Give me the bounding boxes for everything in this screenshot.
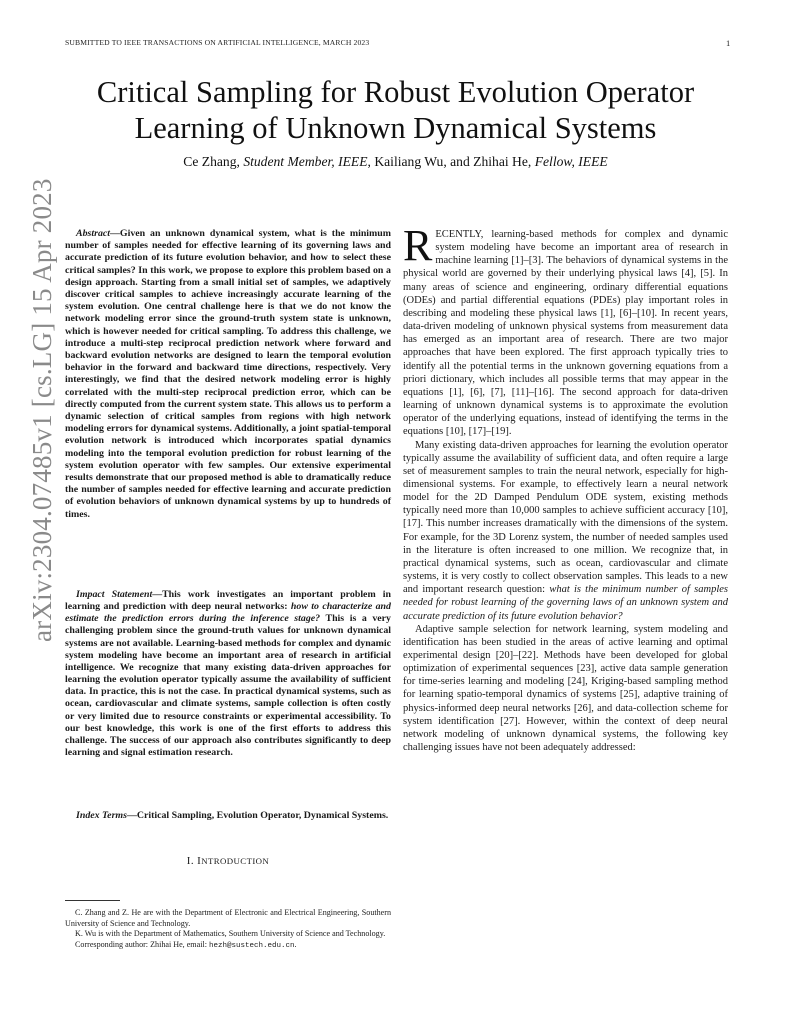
author-1-role: Student Member, IEEE xyxy=(243,154,368,169)
introduction-body xyxy=(403,221,728,754)
footnote-suffix: . xyxy=(294,939,297,949)
footnotes xyxy=(65,908,391,951)
intro-paragraph-3: Adaptive sample selection for network learning, system modeling and identification has been studied in the areas of active learning and optimal experimental design [20]–[22]. Methods have been developed for global optimization of experimental sequences [23], active data sample generation for time-series learning and modeling [24], Kriging-based sampling method for learning spatio-temporal dynamics of systems [25], adaptive training of physics-informed deep neural networks [26], and data-collection scheme for system identification [27]. However, within the context of deep neural network modeling of unknown dynamical systems, the following key challenging issues have not been adequately addressed: xyxy=(403,623,728,754)
section-rest: NTRODUCTION xyxy=(201,856,270,866)
index-terms xyxy=(65,810,391,822)
page-number: 1 xyxy=(726,38,731,48)
footnote-corresponding-prefix: Corresponding author: Zhihai He, email: xyxy=(75,939,209,949)
corresponding-email: hezh@sustech.edu.cn xyxy=(208,941,295,950)
paper-title xyxy=(60,74,731,146)
index-terms-label: Index Terms xyxy=(76,810,127,821)
intro-paragraph-1 xyxy=(403,221,728,439)
intro-paragraph-2 xyxy=(403,439,728,623)
arxiv-stamp: arXiv:2304.07485v1 [cs.LG] 15 Apr 2023 xyxy=(27,178,57,642)
footnote-affiliation-1: C. Zhang and Z. He are with the Department of Electronic and Electrical Engineering, Southern University of Science and Technology. xyxy=(65,908,391,928)
section-first-letter: I xyxy=(197,855,202,867)
index-terms-text: —Critical Sampling, Evolution Operator, Dynamical Systems. xyxy=(126,810,389,821)
title-line-2: Learning of Unknown Dynamical Systems xyxy=(134,111,657,145)
impact-statement xyxy=(65,589,391,759)
author-1: Ce Zhang, xyxy=(183,154,244,169)
intro-paragraph-1-text: ECENTLY, learning-based methods for complex and dynamic system modeling have become an important area of research in machine learning [1]–[3]. The behaviors of dynamical systems in the physical world are governed by their underlying physical laws [4], [5]. In many areas of science and engineering, ordinary differential equations (ODEs) and partial differential equations (PDEs) play important roles in describing and modeling these physical laws [1], [6]–[10]. In recent years, data-driven modeling of unknown physical systems from measurement data has emerged as an important area of research. There are two major approaches that have been explored. The first approach typically tries to identify all the potential terms in the unknown governing equations from a priori dictionary, which includes all possible terms that may appear in the equations [1], [6], [7], [11]–[16]. The second approach for data-driven learning of unknown dynamical systems is to approximate the evolution operator of the underlying equations, instead of identifying the terms in the equations [10], [17]–[19]. xyxy=(403,229,728,438)
intro-paragraph-2-text: Many existing data-driven approaches for learning the evolution operator typically assume the availability of sufficient data, and often require a large set of measurement samples to train the neural network, especially for high-dimensional systems. For example, to effectively learn a neural network model for the 2D Damped Pendulum ODE system, existing methods typically need more than 10,000 samples to achieve sufficient accuracy [10], [17]. This number increases dramatically with the dimensions of the system. For example, for the 3D Lorenz system, the number of needed samples used in the literature is often increased to one million. We recognize that, in practical dynamical systems, such as ocean, cardiovascular and climate systems, it is very costly to collect observation samples. This leads to a new and important research question: xyxy=(403,439,728,596)
impact-intro: —This work investigates an important problem in learning and prediction with deep neural networks: xyxy=(65,589,391,613)
abstract-text: —Given an unknown dynamical system, what is the minimum number of samples needed for effective learning of its governing laws and accurate prediction of its future evolution behavior, and how to select these critical samples? In this work, we propose to explore this problem based on a design approach. Starting from a small initial set of samples, we adaptively discover critical samples to achieve increasingly accurate learning of the system evolution. One central challenge here is that we do not know the network modeling error since the ground-truth system state is unknown, which is however needed for critical sampling. To address this challenge, we introduce a multi-step reciprocal prediction network where forward and backward evolution networks are designed to learn the temporal evolution behavior in the forward and backward time directions, respectively. Very interestingly, we find that the desired network modeling error is highly correlated with the multi-step reciprocal prediction error, which can be directly computed from the current system state. This allows us to perform a dynamic selection of critical samples from regions with high network modeling errors for dynamical systems. Additionally, a joint spatial-temporal evolution network is introduced which incorporates spatial dynamics modeling into the temporal evolution prediction for robust learning of the system evolution operator with few samples. Our extensive experimental results demonstrate that our proposed method is able to dramatically reduce the number of samples needed for effective learning and accurate prediction of evolution behaviors of unknown dynamical systems by up to hundreds of times. xyxy=(65,228,391,520)
abstract-label: Abstract xyxy=(76,228,111,239)
footnote-corresponding xyxy=(65,940,391,952)
section-number: I. xyxy=(186,855,198,867)
author-list xyxy=(60,154,731,170)
footnote-divider xyxy=(65,900,120,901)
authors-2-3: , Kailiang Wu, and Zhihai He, xyxy=(367,154,535,169)
author-3-role: Fellow, IEEE xyxy=(534,154,608,169)
drop-cap: R xyxy=(403,221,433,270)
impact-rest: This is a very challenging problem since the ground-truth values for unknown dynamical systems are not available. Learning-based methods for complex and dynamic system modeling have become an important area of research in artificial intelligence. We recognize that many existing data-driven approaches for learning the evolution operator typically assume the availability of sufficient data. In practice, this is not the case. In practical dynamical systems, such as ocean, cardiovascular and climate systems, sample collection is often costly or very limited due to resource constraints or experimental accessibility. To our best knowledge, this work is one of the first efforts to address this challenge. The success of our approach also contributes significantly to deep learning and signal estimation research. xyxy=(65,613,391,759)
research-question: what is the minimum number of samples needed for robust learning of the governing laws of an unknown system and accurate prediction of its future evolution behavior? xyxy=(403,584,728,622)
section-heading-introduction xyxy=(65,855,391,867)
running-header: SUBMITTED TO IEEE TRANSACTIONS ON ARTIFICIAL INTELLIGENCE, MARCH 2023 xyxy=(65,38,370,47)
impact-label: Impact Statement xyxy=(76,589,153,600)
footnote-affiliation-2: K. Wu is with the Department of Mathematics, Southern University of Science and Technology. xyxy=(75,929,386,939)
impact-question: how to characterize and estimate the prediction errors during the inference stage? xyxy=(65,601,391,625)
title-line-1: Critical Sampling for Robust Evolution Operator xyxy=(96,75,695,109)
abstract xyxy=(65,228,391,521)
